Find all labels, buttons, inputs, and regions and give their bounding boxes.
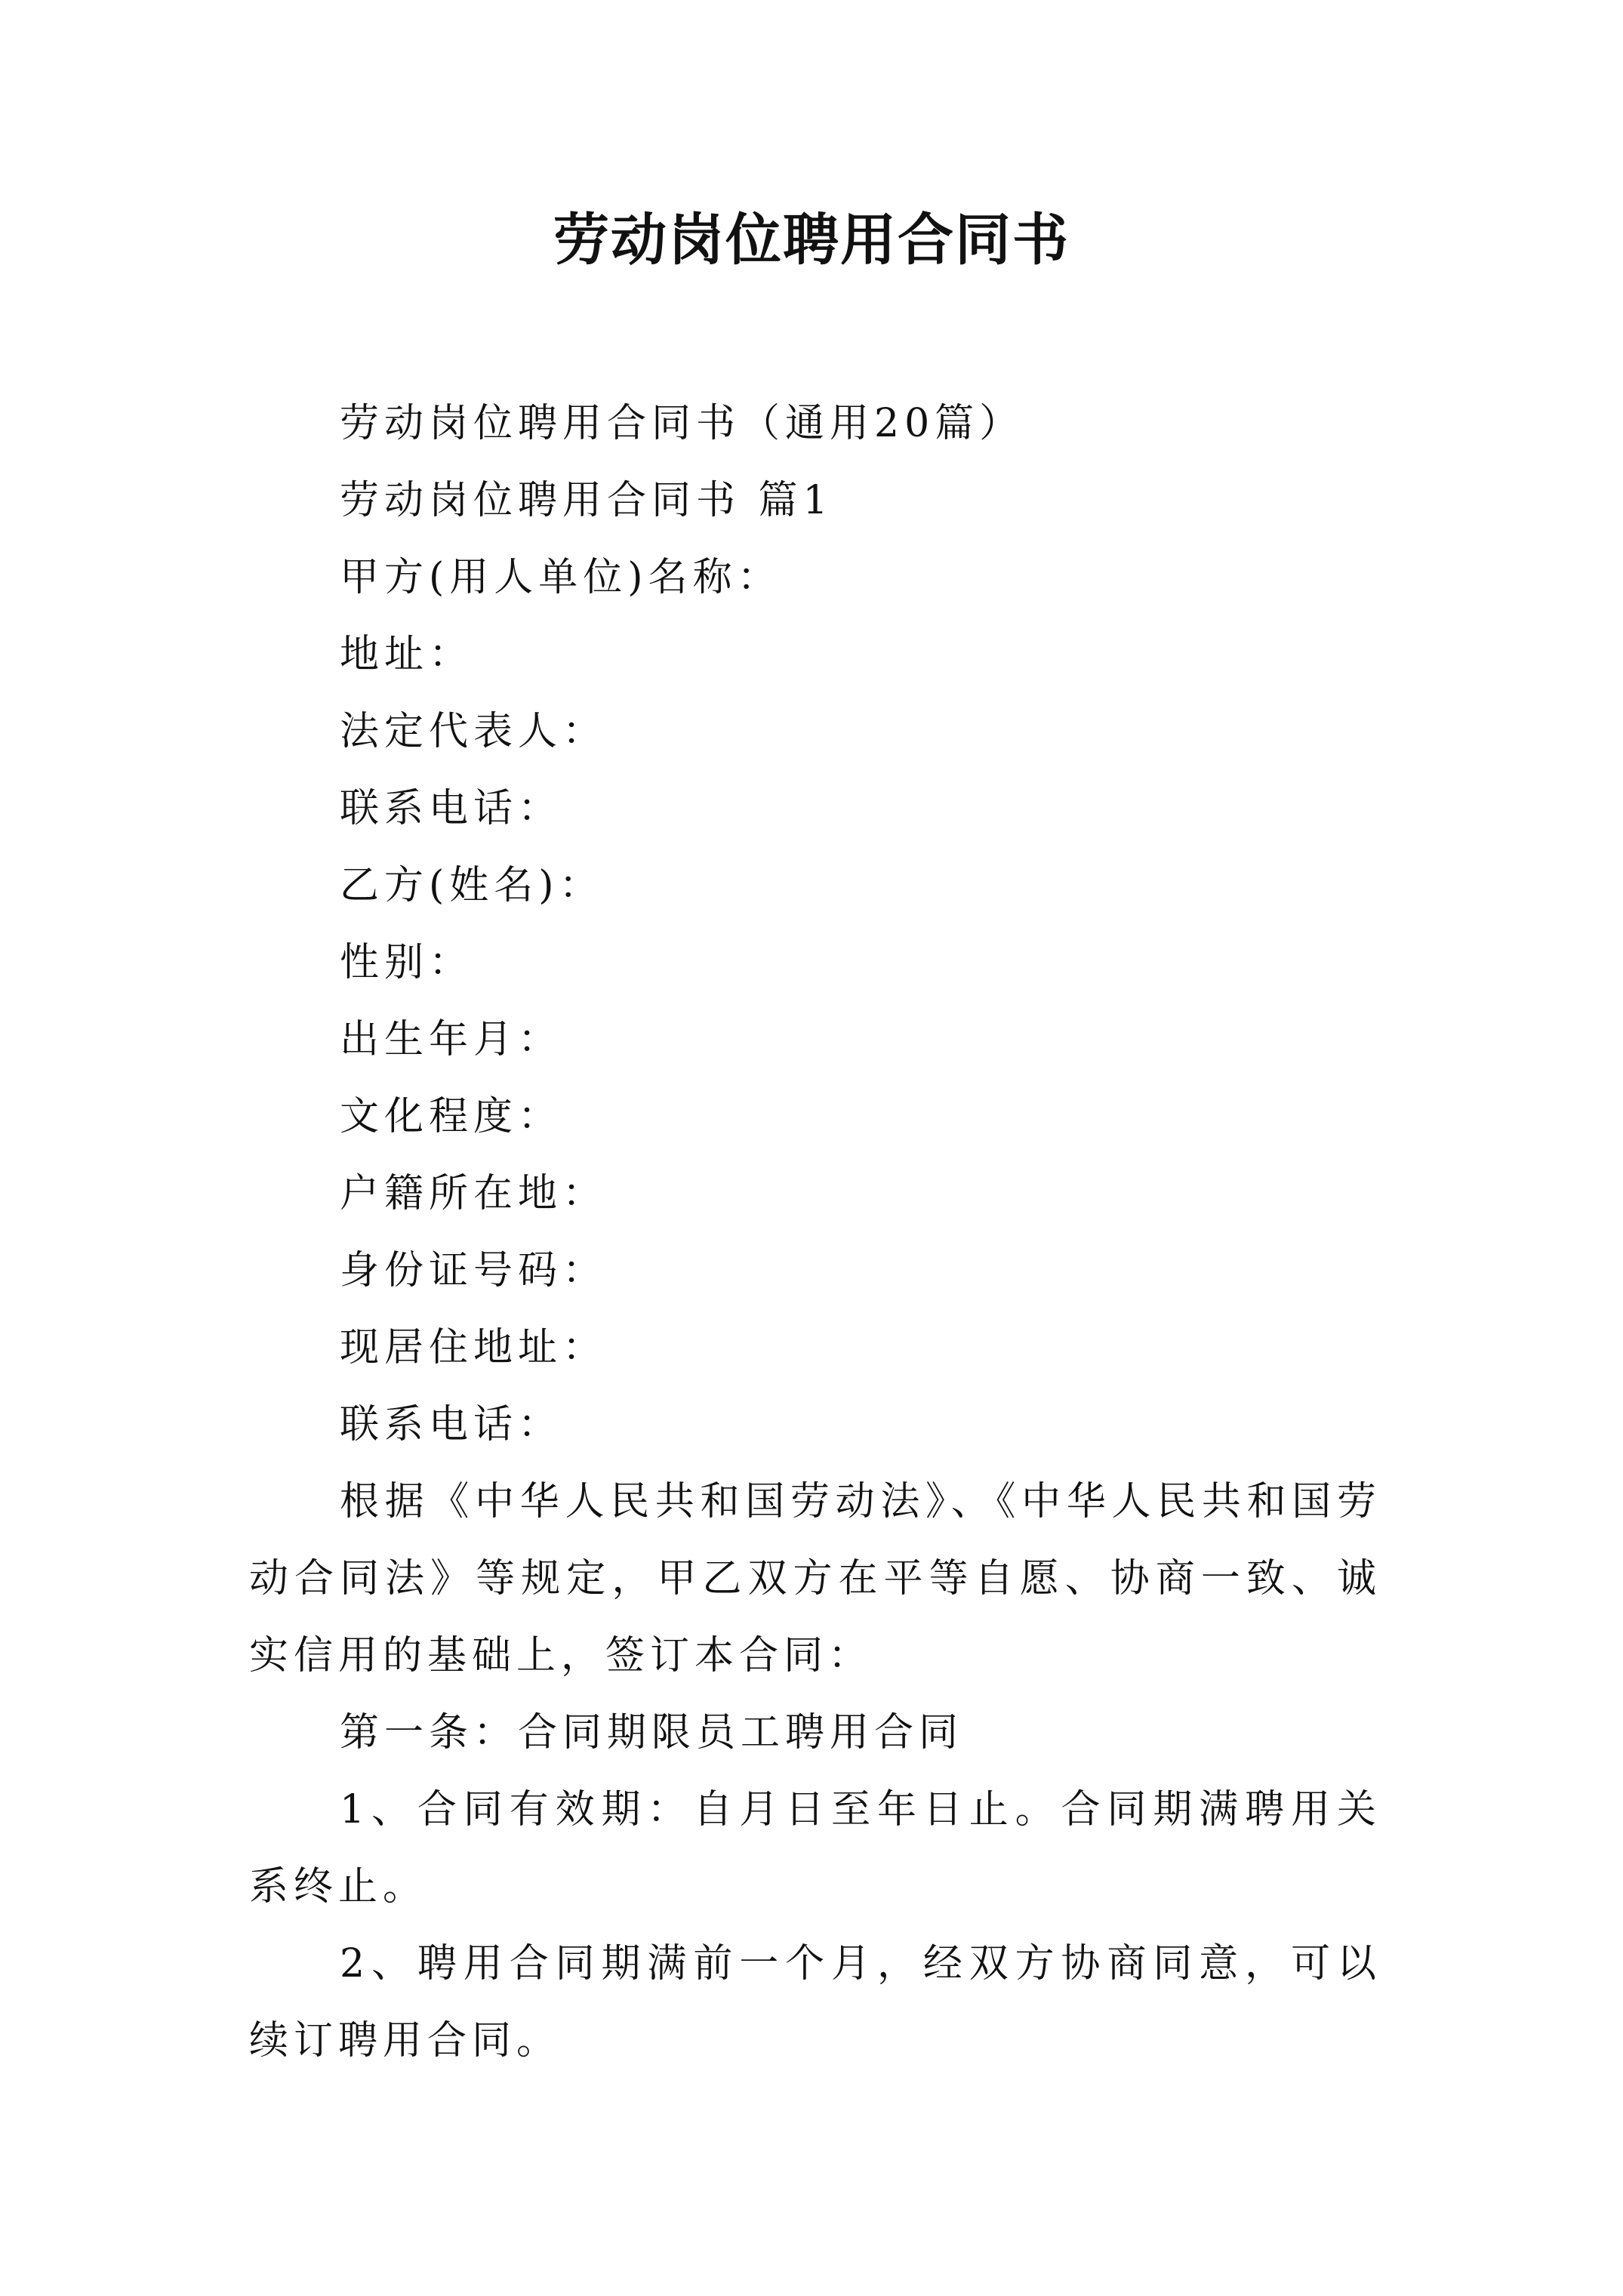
party-a-phone-line: 联系电话： (340, 786, 563, 831)
article-one-heading: 第一条：合同期限员工聘用合同 (340, 1710, 964, 1755)
household-registration-line: 户籍所在地： (340, 1171, 608, 1216)
birth-date-line: 出生年月： (340, 1017, 563, 1062)
party-b-name-line: 乙方(姓名)： (340, 863, 604, 908)
education-line: 文化程度： (340, 1094, 563, 1139)
id-number-line: 身份证号码： (340, 1248, 608, 1293)
current-address-line: 现居住地址： (340, 1325, 608, 1370)
party-a-name-line: 甲方(用人单位)名称： (340, 555, 782, 600)
doc-subtitle: 劳动岗位聘用合同书（通用20篇） (340, 401, 1024, 446)
section-heading: 劳动岗位聘用合同书 篇1 (340, 478, 833, 523)
party-b-phone-line: 联系电话： (340, 1402, 563, 1447)
document-title: 劳动岗位聘用合同书 (553, 208, 1070, 273)
intro-paragraph: 根据《中华人民共和国劳动法》、《中华人民共和国劳动合同法》等规定，甲乙双方在平等自愿、协商一致、诚实信用的基础上，签订本合同： (249, 1479, 1381, 1678)
clause-1: 1、合同有效期：自月日至年日止。合同期满聘用关系终止。 (249, 1787, 1381, 1909)
legal-representative-line: 法定代表人： (340, 709, 608, 754)
clause-2: 2、聘用合同期满前一个月，经双方协商同意，可以续订聘用合同。 (249, 1941, 1381, 2063)
gender-line: 性别： (340, 940, 474, 985)
address-line: 地址： (340, 632, 474, 677)
document-body (249, 385, 1381, 2079)
